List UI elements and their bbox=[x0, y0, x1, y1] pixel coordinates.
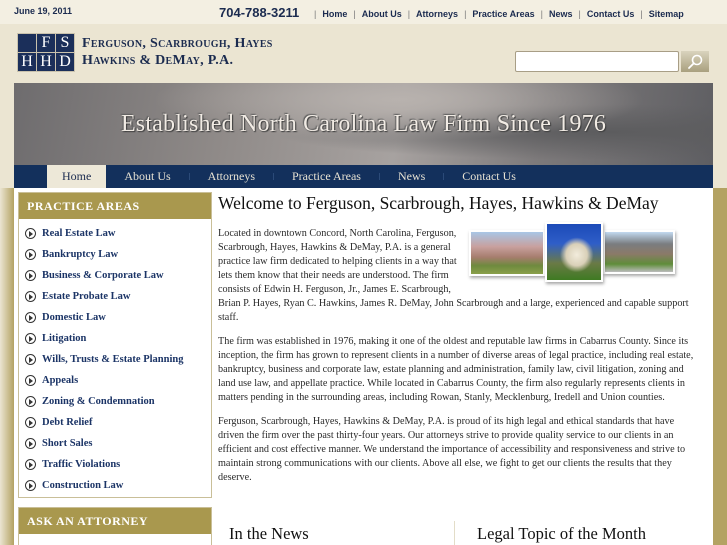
separator: | bbox=[407, 9, 411, 19]
practice-item-domestic[interactable]: Domestic Law bbox=[25, 307, 211, 328]
office-building-photo bbox=[469, 230, 545, 276]
separator: | bbox=[464, 9, 467, 19]
firm-name-logo[interactable] bbox=[82, 35, 273, 69]
history-paragraph: The firm was established in 1976, making it one of the oldest and reputable law firms in Cabarrus County. Since its inception, the firm has grown to represent clients in a number of diverse areas of legal practice, including real estate, bankruptcy, business and corporate law, estate planning and administration, family law, civil litigation, zoning and land use law, and appellate practice. While located in Cabarrus County, the firm also regularly represents clients in matters pending in the surrounding areas, including Rowan, Stanly, Mecklenburg, Iredell and Union counties. bbox=[218, 336, 694, 403]
firm-logo-monogram[interactable] bbox=[17, 33, 75, 72]
toplink-contact-us[interactable]: Contact Us bbox=[586, 9, 635, 19]
office-photos bbox=[469, 222, 702, 284]
practice-item-traffic[interactable]: Traffic Violations bbox=[25, 454, 211, 475]
firm-name-line2: Hawkins & DeMay, P.A. bbox=[82, 53, 234, 68]
in-the-news-heading: In the News bbox=[229, 524, 309, 543]
circle-arrow-icon bbox=[25, 480, 36, 491]
circle-arrow-icon bbox=[25, 291, 36, 302]
firm-name-line1: Ferguson, Scarbrough, Hayes bbox=[82, 36, 273, 51]
intro-paragraph: Located in downtown Concord, North Carolina, Ferguson, Scarbrough, Hayes, Hawkins & DeMay, P.A. is a general practice law firm dedicated to helping clients in a way that lets them know that their needs are understood. The firm consists of Edwin H. Ferguson, Jr., James E. Scarbrough, Brian P. Hayes, Ryan C. Hawkins, James R. DeMay, John Scarbrough and a large, experienced and capable support staff. bbox=[218, 228, 689, 323]
circle-arrow-icon bbox=[25, 396, 36, 407]
page-title: Welcome to Ferguson, Scarbrough, Hayes, Hawkins & DeMay bbox=[218, 193, 659, 213]
nav-tab-attorneys[interactable]: Attorneys bbox=[207, 169, 255, 183]
bottom-columns bbox=[218, 518, 702, 545]
toplink-attorneys[interactable]: Attorneys bbox=[416, 9, 459, 19]
monogram-cell: H bbox=[18, 53, 36, 71]
monogram-cell bbox=[18, 34, 36, 52]
main-content bbox=[218, 193, 702, 495]
circle-arrow-icon bbox=[25, 333, 36, 344]
right-gold-border bbox=[713, 188, 727, 545]
nav-tab-contact-us[interactable]: Contact Us bbox=[462, 169, 516, 183]
historic-courthouse-photo bbox=[545, 222, 603, 282]
legal-topic-heading: Legal Topic of the Month bbox=[477, 524, 647, 543]
search-icon bbox=[687, 54, 703, 70]
ask-attorney-panel bbox=[18, 507, 212, 545]
toplink-practice-areas[interactable]: Practice Areas bbox=[472, 9, 535, 19]
circle-arrow-icon bbox=[25, 228, 36, 239]
separator: | bbox=[640, 9, 643, 19]
circle-arrow-icon bbox=[25, 270, 36, 281]
left-gold-border bbox=[0, 188, 14, 545]
practice-item-wills-trusts[interactable]: Wills, Trusts & Estate Planning bbox=[25, 349, 211, 370]
current-date: June 19, 2011 bbox=[14, 6, 73, 16]
practice-item-bankruptcy[interactable]: Bankruptcy Law bbox=[25, 244, 211, 265]
hero-banner bbox=[14, 83, 713, 165]
practice-item-real-estate[interactable]: Real Estate Law bbox=[25, 223, 211, 244]
top-bar bbox=[0, 0, 727, 24]
office-house-photo bbox=[603, 230, 675, 274]
circle-arrow-icon bbox=[25, 417, 36, 428]
nav-tab-about-us[interactable]: About Us bbox=[124, 169, 171, 183]
practice-item-business-corporate[interactable]: Business & Corporate Law bbox=[25, 265, 211, 286]
toplink-news[interactable]: News bbox=[548, 9, 573, 19]
nav-tab-home[interactable]: Home bbox=[47, 165, 106, 188]
practice-areas-heading: PRACTICE AREAS bbox=[19, 193, 211, 219]
practice-item-construction[interactable]: Construction Law bbox=[25, 475, 211, 496]
monogram-cell: F bbox=[37, 34, 55, 52]
monogram-cell: H bbox=[37, 53, 55, 71]
practice-areas-list bbox=[19, 219, 211, 496]
column-divider bbox=[454, 521, 455, 545]
practice-item-debt-relief[interactable]: Debt Relief bbox=[25, 412, 211, 433]
toplink-about-us[interactable]: About Us bbox=[361, 9, 402, 19]
phone-number: 704-788-3211 bbox=[219, 5, 300, 20]
circle-arrow-icon bbox=[25, 249, 36, 260]
practice-areas-panel bbox=[18, 192, 212, 498]
separator: | bbox=[314, 9, 317, 19]
standards-paragraph: Ferguson, Scarbrough, Hayes, Hawkins & DeMay, P.A. is proud of its high legal and ethical standards that have driven the firm over the past thirty-four years. Our attorneys strive to provide quality service to our clients in an efficient and cost effective manner. We understand the importance of accessibility and responsiveness and strive to maintain strong communications with our clients. Above all else, we fight to get our clients the results that they deserve. bbox=[218, 416, 686, 483]
practice-item-litigation[interactable]: Litigation bbox=[25, 328, 211, 349]
circle-arrow-icon bbox=[25, 375, 36, 386]
toplink-sitemap[interactable]: Sitemap bbox=[648, 9, 684, 19]
separator: | bbox=[540, 9, 543, 19]
circle-arrow-icon bbox=[25, 438, 36, 449]
separator: | bbox=[353, 9, 356, 19]
circle-arrow-icon bbox=[25, 459, 36, 470]
circle-arrow-icon bbox=[25, 354, 36, 365]
nav-tab-news[interactable]: News bbox=[397, 169, 426, 183]
separator: | bbox=[578, 9, 581, 19]
main-nav bbox=[14, 165, 713, 188]
search-input[interactable] bbox=[515, 51, 679, 72]
circle-arrow-icon bbox=[25, 312, 36, 323]
monogram-cell: D bbox=[56, 53, 74, 71]
banner-title: Established North Carolina Law Firm Since 1976 bbox=[120, 110, 607, 137]
ask-attorney-heading: ASK AN ATTORNEY bbox=[19, 508, 211, 534]
practice-item-short-sales[interactable]: Short Sales bbox=[25, 433, 211, 454]
top-links bbox=[308, 9, 684, 19]
practice-item-appeals[interactable]: Appeals bbox=[25, 370, 211, 391]
practice-item-estate-probate[interactable]: Estate Probate Law bbox=[25, 286, 211, 307]
search-button[interactable] bbox=[681, 51, 709, 72]
nav-tab-practice-areas[interactable]: Practice Areas bbox=[292, 169, 361, 183]
monogram-cell: S bbox=[56, 34, 74, 52]
toplink-home[interactable]: Home bbox=[322, 9, 348, 19]
practice-item-zoning[interactable]: Zoning & Condemnation bbox=[25, 391, 211, 412]
